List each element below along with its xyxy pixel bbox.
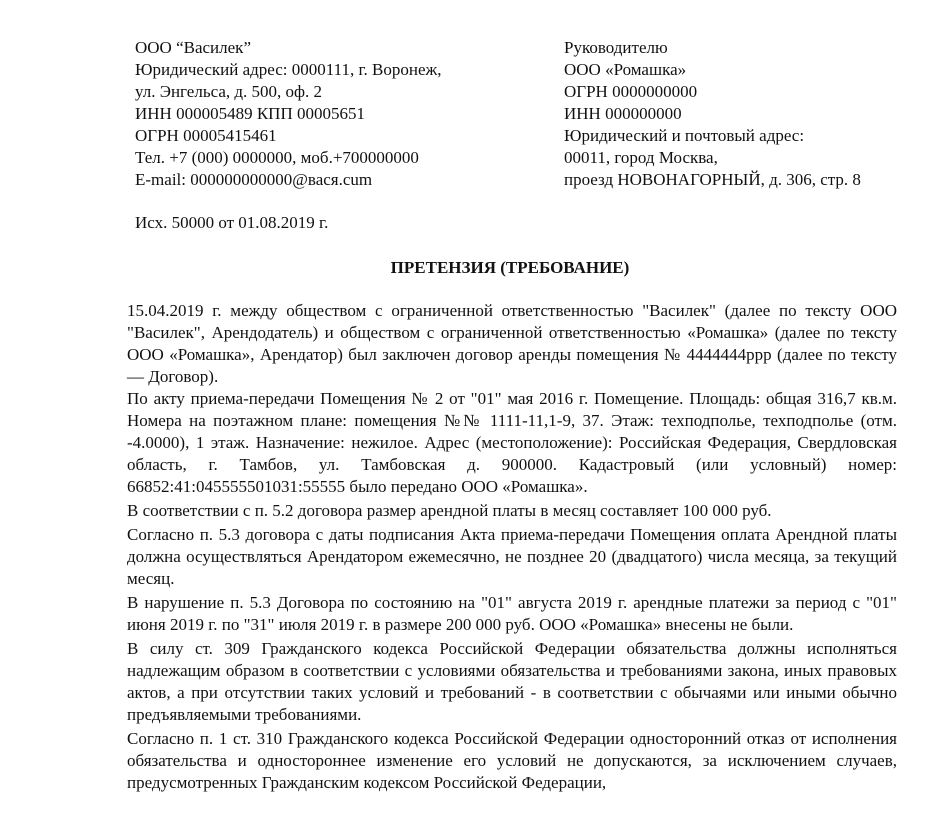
paragraph-payment-terms: Согласно п. 5.3 договора с даты подписания Акта приема-передачи Помещения оплата Арендной платы должна осуществляться Арендатором ежемесячно, не позднее 20 (двадцатого) числа месяца, за текущий месяц. [127, 525, 897, 588]
sender-phone: Тел. +7 (000) 0000000, моб.+700000000 [135, 148, 419, 167]
recipient-street: проезд НОВОНАГОРНЫЙ, д. 306, стр. 8 [564, 170, 861, 189]
sender-inn-kpp: ИНН 000005489 КПП 00005651 [135, 104, 365, 123]
sender-ogrn: ОГРН 00005415461 [135, 126, 277, 145]
recipient-position: Руководителю [564, 38, 668, 57]
paragraph-rent-amount: В соответствии с п. 5.2 договора размер арендной платы в месяц составляет 100 000 руб. [127, 501, 772, 520]
recipient-address-label: Юридический и почтовый адрес: [564, 126, 805, 145]
paragraph-contract: 15.04.2019 г. между обществом с ограниченной ответственностью "Василек" (далее по тексту ООО "Василек", Арендодатель) и обществом с ограниченной ответственностью «Ромашка» (далее по тексту ООО «Ромашка», Арендатор) был заключен договор аренды помещения № 4444444ррр (далее по тексту — Договор). [127, 301, 897, 386]
paragraph-violation: В нарушение п. 5.3 Договора по состоянию на "01" августа 2019 г. арендные платежи за период с "01" июня 2019 г. по "31" июля 2019 г. в размере 200 000 руб. ООО «Ромашка» внесены не были. [127, 593, 897, 634]
sender-email: E-mail: 000000000000@вася.cum [135, 170, 373, 189]
paragraph-transfer-act: По акту приема-передачи Помещения № 2 от "01" мая 2016 г. Помещение. Площадь: общая 316,7 кв.м. Номера на поэтажном плане: помещения №№ 1111-11,1-9, 37. Этаж: техподполье, техподполье (отм. -4.0000), 1 этаж. Назначение: нежилое. Адрес (местоположение): Российская Федерация, Свердловская область, г. Тамбов, ул. Тамбовская д. 900000. Кадастровый (или условный) номер: 66852:41:045555501031:55555 было передано ООО «Ромашка». [127, 389, 897, 496]
recipient-name: ООО «Ромашка» [564, 60, 687, 79]
sender-street: ул. Энгельса, д. 500, оф. 2 [135, 82, 323, 101]
sender-legal-address: Юридический адрес: 0000111, г. Воронеж, [135, 60, 442, 79]
paragraph-article-310: Согласно п. 1 ст. 310 Гражданского кодекса Российской Федерации односторонний отказ от исполнения обязательства и одностороннее изменение его условий не допускаются, за исключением случаев, предусмотренных Гражданским кодексом Российской Федерации, [127, 729, 897, 792]
document-title: ПРЕТЕНЗИЯ (ТРЕБОВАНИЕ) [390, 258, 630, 277]
outgoing-reference: Исх. 50000 от 01.08.2019 г. [135, 213, 329, 232]
sender-name: ООО “Василек” [135, 38, 251, 57]
paragraph-article-309: В силу ст. 309 Гражданского кодекса Российской Федерации обязательства должны исполняться надлежащим образом в соответствии с условиями обязательства и требованиями закона, иных правовых актов, а при отсутствии таких условий и требований - в соответствии с обычаями или иными обычно предъявляемыми требованиями. [127, 639, 897, 724]
document-body [127, 300, 897, 794]
recipient-inn: ИНН 000000000 [564, 104, 682, 123]
recipient-ogrn: ОГРН 0000000000 [564, 82, 698, 101]
recipient-city: 00011, город Москва, [564, 148, 718, 167]
